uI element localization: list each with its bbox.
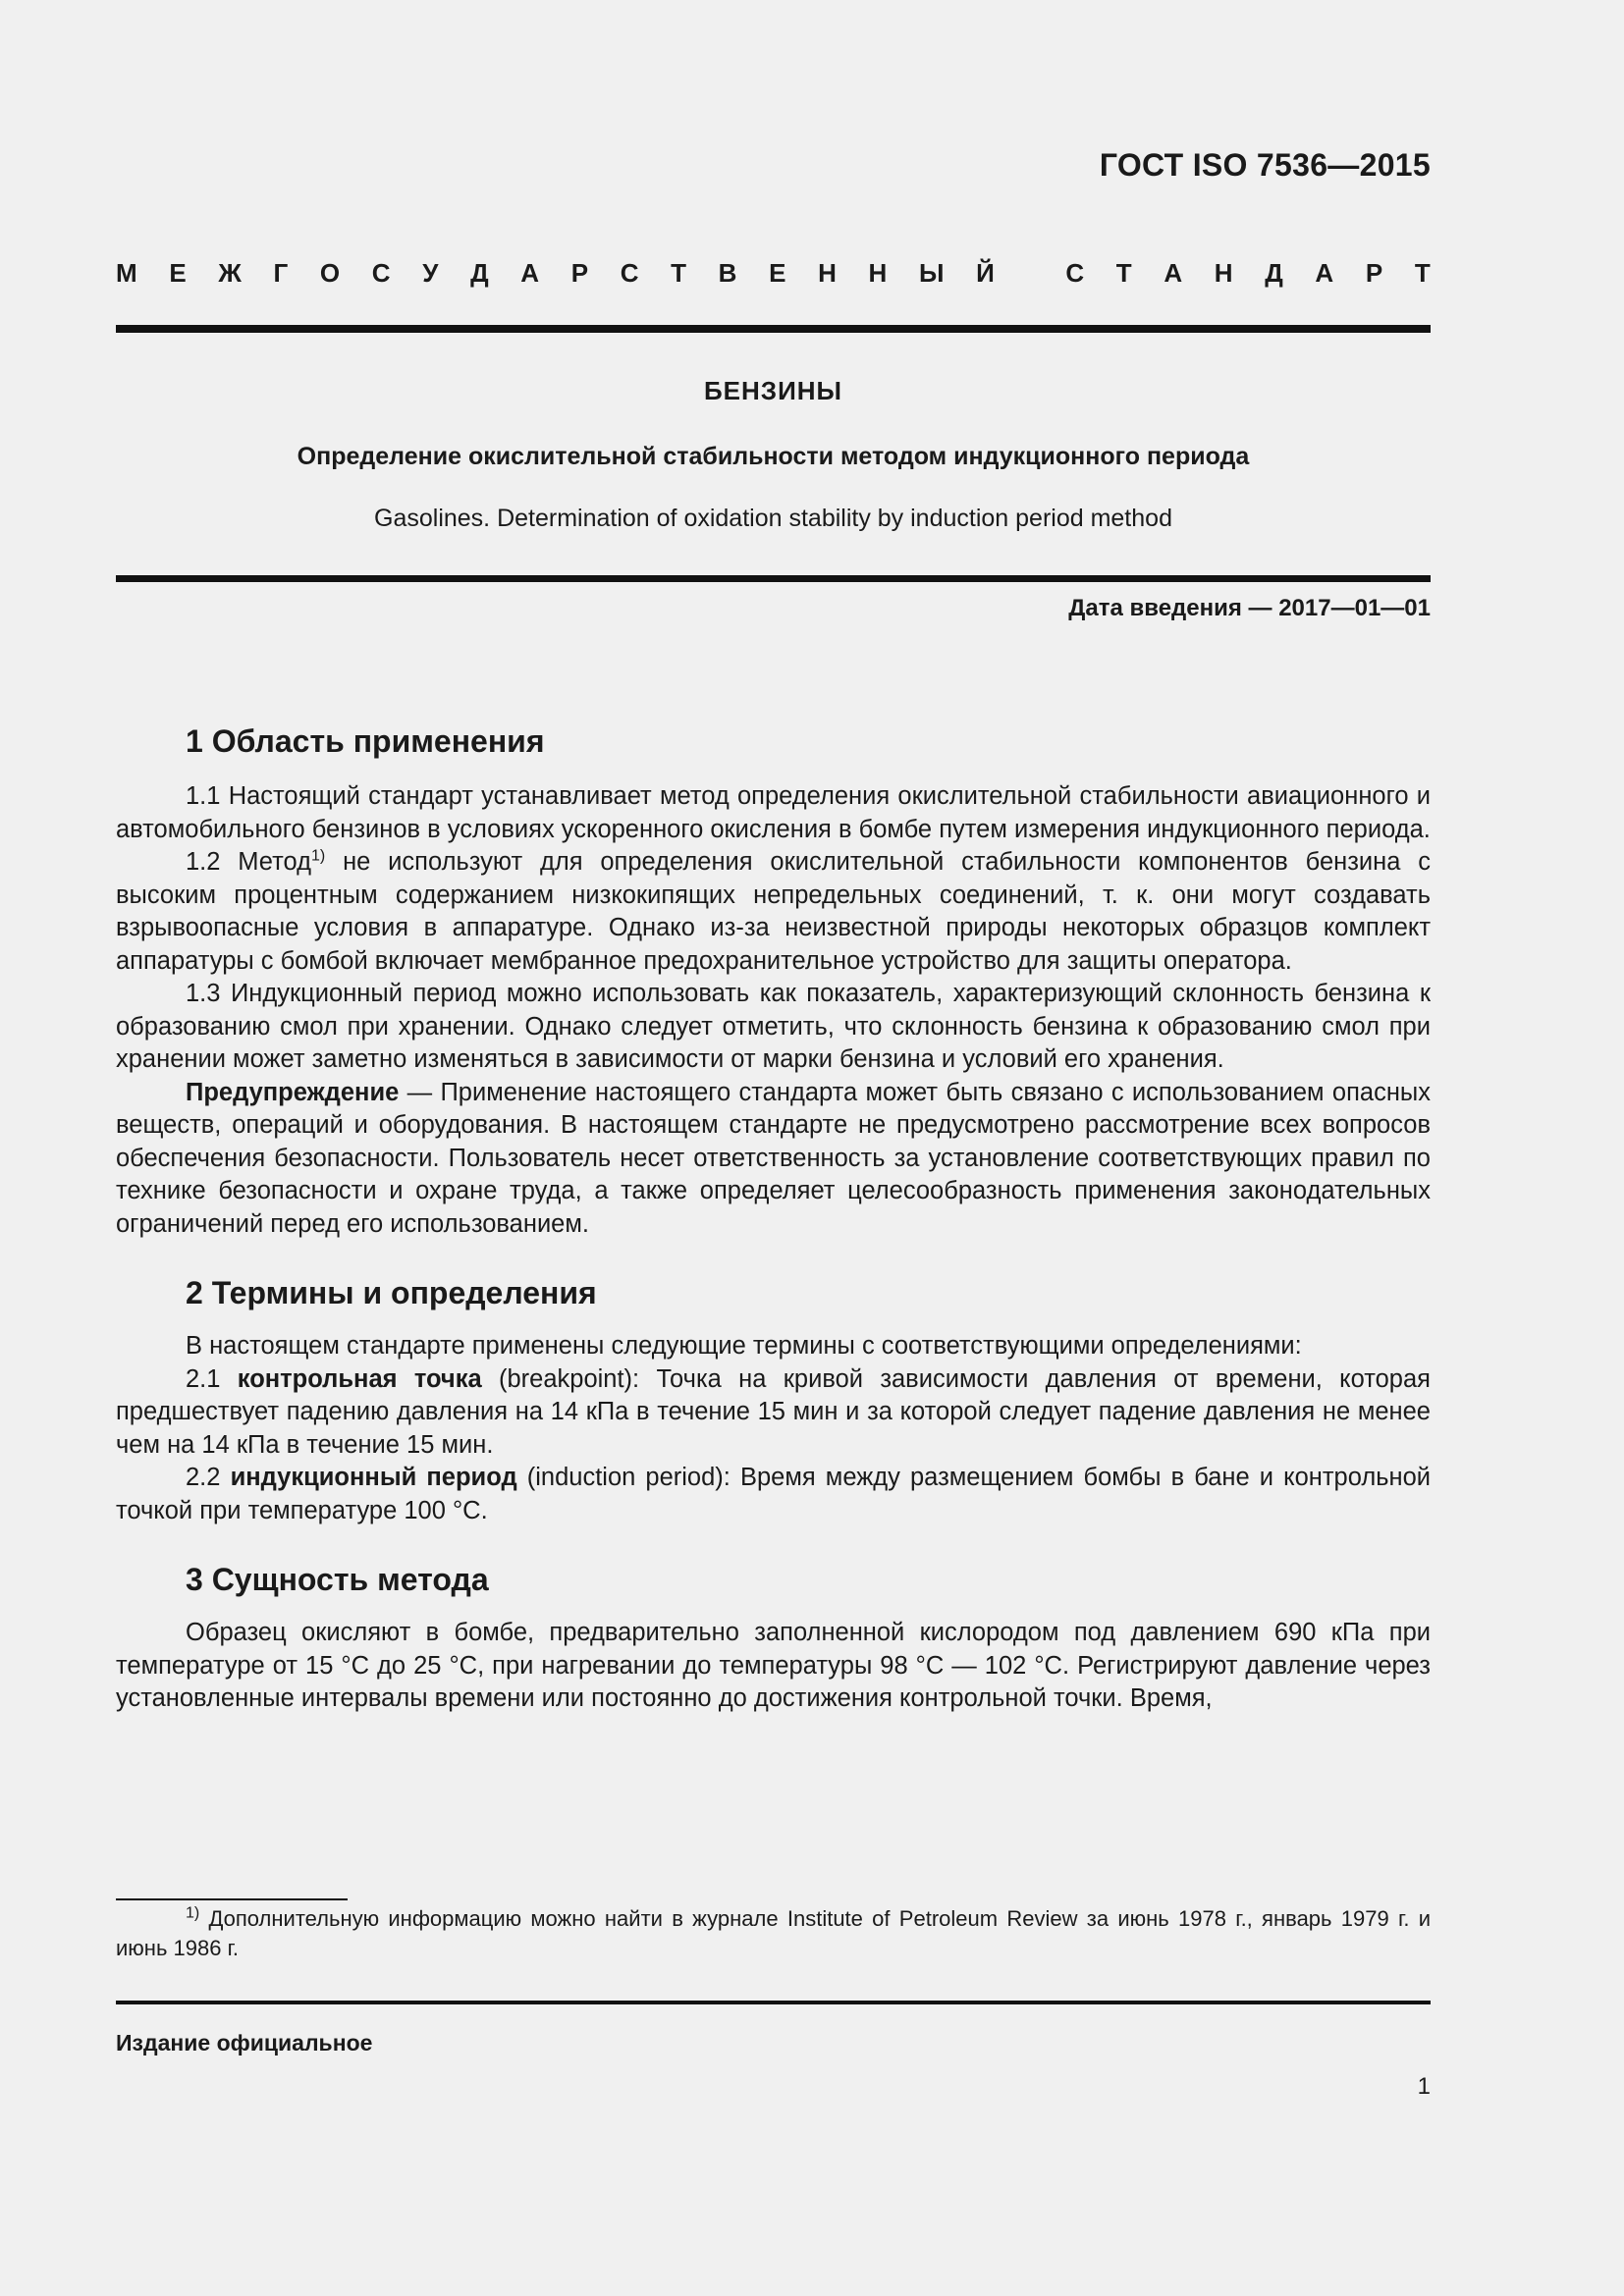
footnote-separator xyxy=(116,1898,348,1900)
section-3-title: 3 Сущность метода xyxy=(186,1562,489,1597)
clause-1-3: 1.3 Индукционный период можно использовать как показатель, характеризующий склонность бензина к образованию смол при хранении. Однако следует отметить, что склонность бензина к образованию смол при хранении может заметно изменяться в зависимости от марки бензина и условий его хранения. xyxy=(116,980,1431,1073)
terms-intro: В настоящем стандарте применены следующие термины с соответствующими определениями: xyxy=(186,1332,1302,1360)
edition-label: Издание официальное xyxy=(116,2030,373,2056)
warning-label: Предупреждение xyxy=(186,1078,400,1106)
banner-letter: Т xyxy=(1414,258,1431,288)
banner-letter: Ж xyxy=(218,258,242,288)
introduction-date: Дата введения — 2017—01—01 xyxy=(1068,595,1431,621)
banner-letter: Д xyxy=(470,258,489,288)
banner-letter: А xyxy=(520,258,540,288)
clause-1-2: 1.2 Метод$^{1)}$ не используют для определения окислительной стабильности компонентов бензина с высоким процентным содержанием низкокипящих непредельных соединений, т. к. они могут создавать взрывоопасные условия в аппаратуре. Однако из-за неизвестной природы некоторых образцов комплект аппаратуры с бомбой включает мембранное предохранительное устройство для защиты оператора. xyxy=(116,847,1431,975)
banner-letter: Н xyxy=(818,258,837,288)
footnote-ref[interactable]: 1) xyxy=(311,847,326,865)
footer-rule xyxy=(116,2001,1431,2004)
banner-letter: С xyxy=(371,258,391,288)
banner-letter: Ы xyxy=(918,258,945,288)
banner-letter: Р xyxy=(1365,258,1383,288)
banner-letter: Д xyxy=(1265,258,1283,288)
title-rule xyxy=(116,575,1431,582)
banner-letter: Т xyxy=(671,258,687,288)
banner-letter: Р xyxy=(570,258,589,288)
banner-letter: А xyxy=(1164,258,1183,288)
banner-letter xyxy=(1026,258,1033,289)
document-title: БЕНЗИНЫ xyxy=(703,376,842,405)
banner-letter: Т xyxy=(1115,258,1132,288)
section-1-title: 1 Область применения xyxy=(186,723,545,759)
banner-letter: Н xyxy=(1214,258,1233,288)
banner-letter: М xyxy=(116,258,137,288)
term-2-1: 2.1 контрольная точка (breakpoint): Точка на кривой зависимости давления от времени, которая предшествует падению давления на 14 кПа в течение 15 мин и за которой следует падение давления не менее чем на 14 кПа в течение 15 мин. xyxy=(116,1364,1431,1459)
banner-letter: О xyxy=(319,258,341,288)
banner-letter: Н xyxy=(868,258,888,288)
document-code: ГОСТ ISO 7536—2015 xyxy=(1099,147,1431,183)
footnote-marker: 1) xyxy=(186,1904,200,1922)
banner-letter: Е xyxy=(769,258,786,288)
header-rule xyxy=(116,325,1431,333)
banner-letter: А xyxy=(1315,258,1334,288)
page-number: 1 xyxy=(1417,2073,1431,2100)
banner-letter: В xyxy=(718,258,737,288)
document-subtitle: Определение окислительной стабильности методом индукционного периода xyxy=(297,443,1250,470)
method-paragraph: Образец окисляют в бомбе, предварительно заполненной кислородом под давлением 690 кПа при температуре от 15 °С до 25 °С, при нагревании до температуры 98 °С — 102 °С. Регистрируют давление через установленные интервалы времени или постоянно до достижения контрольной точки. Время, xyxy=(116,1619,1431,1712)
banner-letter: У xyxy=(422,258,439,288)
interstate-standard-banner xyxy=(116,258,1431,289)
document-title-english: Gasolines. Determination of oxidation stability by induction period method xyxy=(374,505,1172,532)
banner-letter: С xyxy=(1065,258,1085,288)
banner-letter: С xyxy=(620,258,639,288)
document-body xyxy=(116,721,1431,1716)
banner-letter: Й xyxy=(976,258,995,288)
banner-letter: Г xyxy=(273,258,289,288)
footnote: $^{1)}$ Дополнительную информацию можно найти в журнале Institute of Petroleum Review за июнь 1978 г., январь 1979 г. и июнь 1986 г. xyxy=(116,1904,1431,1960)
banner-letter: Е xyxy=(169,258,187,288)
clause-1-1: 1.1 Настоящий стандарт устанавливает метод определения окислительной стабильности авиационного и автомобильного бензинов в условиях ускоренного окисления в бомбе путем измерения индукционного периода. xyxy=(116,782,1431,843)
warning-paragraph: Предупреждение — Применение настоящего стандарта может быть связано с использованием опасных веществ, операций и оборудования. В настоящем стандарте не предусмотрено рассмотрение всех вопросов обеспечения безопасности. Пользователь несет ответственность за установление соответствующих правил по технике безопасности и охране труда, а также определяет целесообразность применения законодательных ограничений перед его использованием. xyxy=(116,1078,1431,1238)
term-2-2: 2.2 индукционный период (induction period): Время между размещением бомбы в бане и контрольной точкой при температуре 100 °С. xyxy=(116,1464,1431,1524)
section-2-title: 2 Термины и определения xyxy=(186,1275,597,1310)
